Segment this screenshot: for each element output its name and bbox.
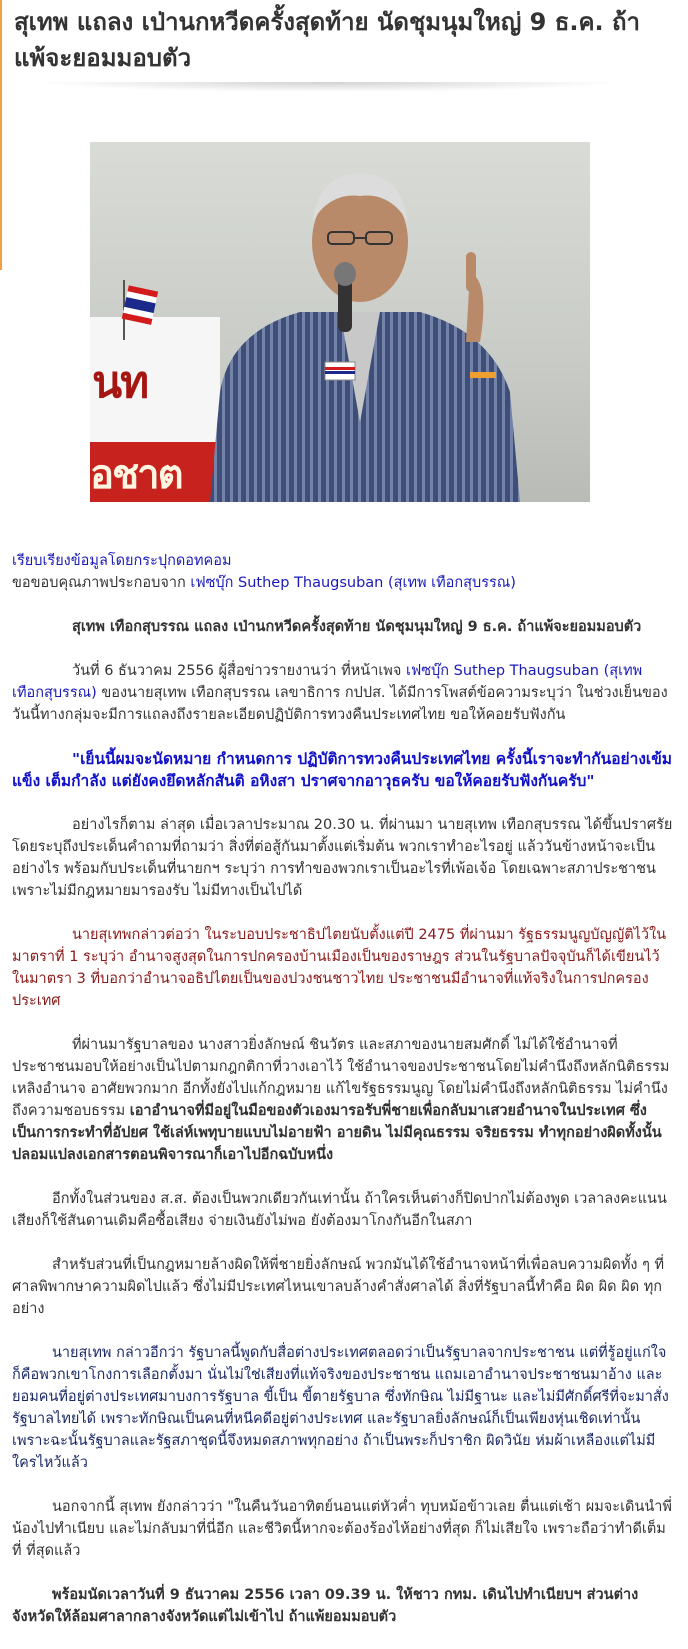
article-title: สุเทพ แถลง เป่านกหวีดครั้งสุดท้าย นัดชุมนุมใหญ่ 9 ธ.ค. ถ้าแพ้จะยอมมอบตัว <box>14 8 641 72</box>
paragraph-7: นายสุเทพ กล่าวอีกว่า รัฐบาลนี้พูดกับสื่อต่างประเทศตลอดว่าเป็นรัฐบาลจากประชาชน แต่ที่รู้อยู่แก่ใจก็คือพวกเขาโกงการเลือกตั้งมา นั่นไม่ใช่เสียงที่แท้จริงของประชาชน แถมเอาอำนาจประชาชนมาอ้าง และยอมคนที่อยู่ต่างประเทศมาบงการรัฐบาล ขี้เป็น ขี้ตายรัฐบาล ซึ่งทักษิณ ไม่มีฐานะ และไม่มีศักดิ์ศรีที่จะมาสั่งรัฐบาลไทยได้ เพราะทักษิณเป็นคนที่หนีคดีอยู่ต่างประเทศ และรัฐบาลยิ่งลักษณ์ก็เป็นเพียงหุ่นเชิดเท่านั้น เพราะฉะนั้นรัฐบาลและรัฐสภาชุดนี้จึงหมดสภาพทุกอย่าง ถ้าเป็นพระก็ปราชิก ผิดวินัย ห่มผ้าเหลืองแต่ไม่มีใครไหว้แล้ว <box>12 1345 669 1471</box>
article-header <box>0 0 688 92</box>
facebook-page-link[interactable]: เฟซบุ๊ก Suthep Thaugsuban (สุเทพ เทือกสุบรรณ) <box>12 663 643 701</box>
paragraph-3: นายสุเทพกล่าวต่อว่า ในระบอบประชาธิปไตยนับตั้งแต่ปี 2475 ที่ผ่านมา รัฐธรรมนูญบัญญัติไว้ในมาตราที่ 1 ระบุว่า อำนาจสูงสุดในการปกครองบ้านเมืองเป็นของราษฎร ส่วนในรัฐบาลปัจจุบันก็ได้เขียนไว้ในมาตรา 3 ที่บอกว่าอำนาจอธิปไตยเป็นของปวงชนชาวไทย ประชาชนมีอำนาจที่แท้จริงในการปกครองประเทศ <box>12 927 667 1009</box>
left-accent-rule <box>0 0 2 270</box>
paragraph-1-before: วันที่ 6 ธันวาคม 2556 ผู้สื่อข่าวรายงานว่า ที่หน้าเพจ <box>72 663 406 679</box>
credit-photo-prefix: ขอขอบคุณภาพประกอบจาก <box>12 575 191 591</box>
paragraph-6: สำหรับส่วนที่เป็นกฎหมายล้างผิดให้พี่ชายยิ่งลักษณ์ พวกมันได้ใช้อำนาจหน้าที่เพื่อลบความผิดทั้ง ๆ ที่ศาลพิพากษาความผิดไปแล้ว ซึ่งไม่มีประเทศไหนเขาลบล้างคำสั่งศาลได้ สิ่งที่รัฐบาลนี้ทำคือ ผิด ผิด ผิด ทุกอย่าง <box>12 1257 665 1317</box>
banner-text-bottom: อชาต <box>90 451 182 498</box>
paragraph-8: นอกจากนี้ สุเทพ ยังกล่าวว่า "ในคืนวันอาทิตย์นอนแต่หัวค่ำ ทุบหม้อข้าวเลย ตื่นแต่เช้า ผมจะเดินนำพี่น้องไปทำเนียบ และไม่กลับมาที่นี่อีก และชีวิตนี้หากจะต้องร้องไห้อย่างที่สุด ก็ไม่เสียใจ เพราะถือว่าทำดีเต็มที่ ที่สุดแล้ว <box>12 1499 672 1559</box>
banner-text-top: นท <box>92 357 148 408</box>
paragraph-4 <box>12 1034 674 1166</box>
credit-block <box>12 550 674 594</box>
title-divider-shadow <box>34 82 624 92</box>
credit-photo <box>12 572 674 594</box>
credit-source: เรียบเรียงข้อมูลโดยกระปุกดอทคอม <box>12 553 232 569</box>
thai-flag-icon <box>120 280 160 340</box>
paragraph-1 <box>12 660 674 726</box>
paragraph-2: อย่างไรก็ตาม ล่าสุด เมื่อเวลาประมาณ 20.30 น. ที่ผ่านมา นายสุเทพ เทือกสุบรรณ ได้ขึ้นปราศรัย โดยระบุถึงประเด็นคำถามที่ถามว่า สิ่งที่ต่อสู้กันมาตั้งแต่เริ่มต้น พวกเราทำอะไรอยู่ แล้ววันข้างหน้าจะเป็นอย่างไร พร้อมกับประเด็นที่นายกฯ ระบุว่า การทำของพวกเราเป็นอะไรที่เพ้อเจ้อ โดยเฉพาะสภาประชาชนเพราะไม่มีกฎหมายมารองรับ ไม่มีทางเป็นไปได้ <box>12 817 673 899</box>
speaker-figure <box>190 162 530 502</box>
paragraph-9: พร้อมนัดเวลาวันที่ 9 ธันวาคม 2556 เวลา 09.39 น. ให้ชาว กทม. เดินไปทำเนียบฯ ส่วนต่างจังหวัดให้ล้อมศาลากลางจังหวัดแต่ไม่เข้าไป ถ้าแพ้ยอมมอบตัว <box>12 1587 639 1625</box>
article-photo <box>90 142 590 502</box>
credit-photo-link[interactable]: เฟซบุ๊ก Suthep Thaugsuban (สุเทพ เทือกสุบรรณ) <box>190 575 516 591</box>
paragraph-4-bold: เอาอำนาจที่มีอยู่ในมือของตัวเองมารอรับพี่ชายเพื่อกลับมาเสวยอำนาจในประเทศ ซึ่งเป็นการกระทำที่อัปยศ ใช้เล่ห์เพทุบายแบบไม่อายฟ้า อายดิน ไม่มีคุณธรรม จริยธรรม ทำทุกอย่างผิดทั้งนั้น ปลอมแปลงเอกสารตอนพิจารณาก็เอาไปอีกฉบับหนึ่ง <box>12 1103 662 1163</box>
article-lead: สุเทพ เทือกสุบรรณ แถลง เป่านกหวีดครั้งสุดท้าย นัดชุมนุมใหญ่ 9 ธ.ค. ถ้าแพ้จะยอมมอบตัว <box>72 619 642 635</box>
paragraph-5: อีกทั้งในส่วนของ ส.ส. ต้องเป็นพวกเดียวกันเท่านั้น ถ้าใครเห็นต่างก็ปิดปากไม่ต้องพูด เวลาลงคะแนนเสียงก็ใช้สันดานเดิมคือซื้อเสียง จ่ายเงินยังไม่พอ ยังต้องมาโกงกันอีกในสภา <box>12 1191 667 1229</box>
paragraph-1-after: ของนายสุเทพ เทือกสุบรรณ เลขาธิการ กปปส. ได้มีการโพสต์ข้อความระบุว่า ในช่วงเย็นของวันนี้ทางกลุ่มจะมีการแถลงถึงรายละเอียดปฏิบัติการทวงคืนประเทศไทย ขอให้คอยรับฟังกัน <box>12 685 668 723</box>
quote-paragraph: "เย็นนี้ผมจะนัดหมาย กำหนดการ ปฏิบัติการทวงคืนประเทศไทย ครั้งนี้เราจะทำกันอย่างเข้มแข็ง เต็มกำลัง แต่ยังคงยึดหลักสันติ อหิงสา ปราศจากอาวุธครับ ขอให้คอยรับฟังกันครับ" <box>12 750 673 790</box>
article-body <box>0 550 688 1628</box>
paragraph-4-normal: ที่ผ่านมารัฐบาลของ นางสาวยิ่งลักษณ์ ชินวัตร และสภาของนายสมศักดิ์ ไม่ได้ใช้อำนาจที่ประชาชนมอบให้อย่างเป็นไปตามกฎกติกาที่วางเอาไว้ ใช้อำนาจของประชาชนโดยไม่คำนึงถึงหลักนิติธรรม เหลิงอำนาจ อาศัยพวกมาก อีกทั้งยังไปแก้กฎหมาย แก้ไขรัฐธรรมนูญ โดยไม่คำนึงถึงหลักนิติธรรม ไม่คำนึงถึงความชอบธรรม <box>12 1037 670 1119</box>
